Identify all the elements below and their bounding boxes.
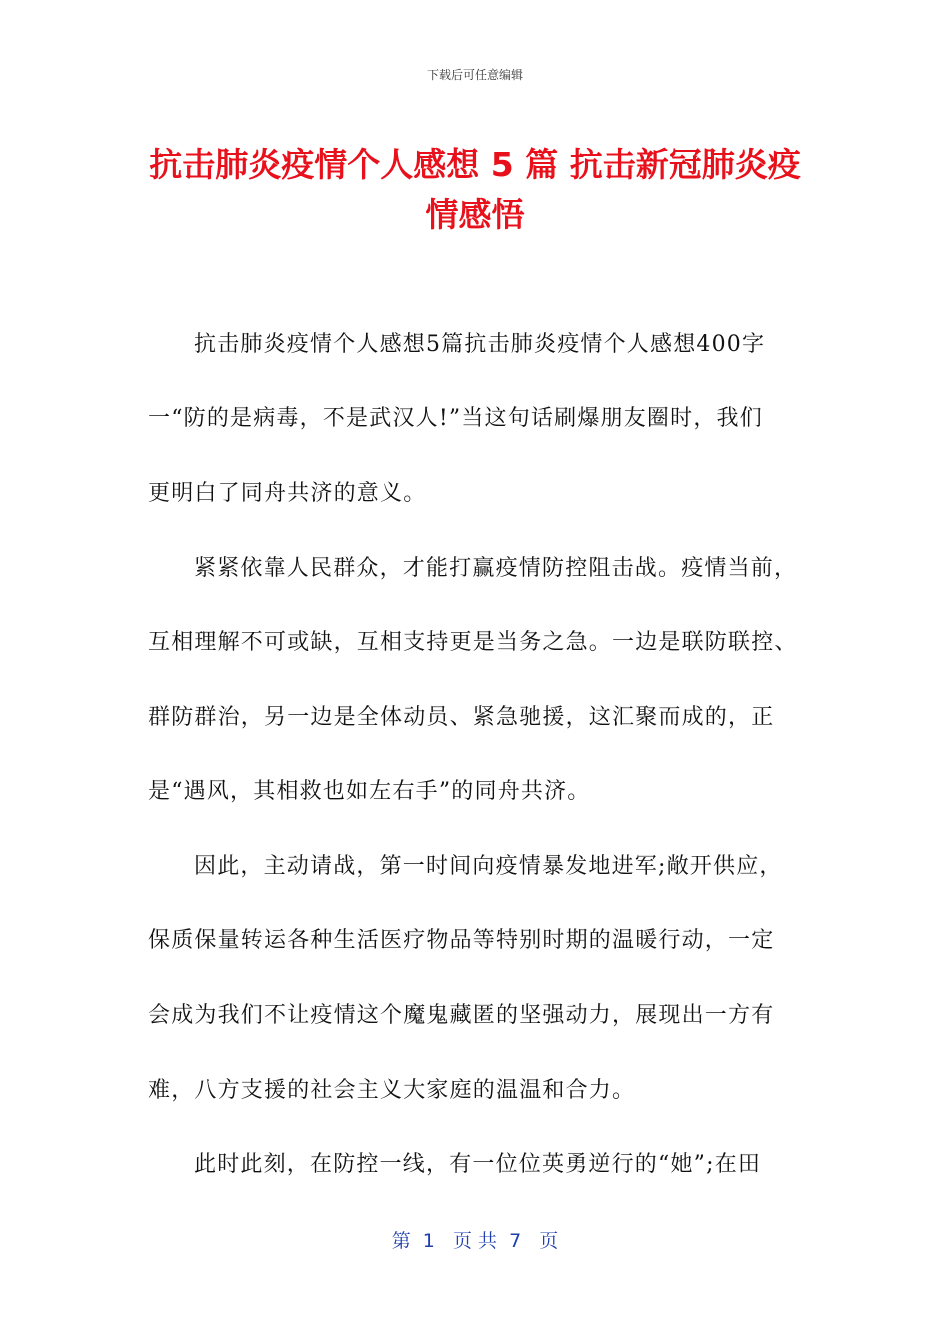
body-line: 会成为我们不让疫情这个魔鬼藏匿的坚强动力，展现出一方有 — [148, 1003, 775, 1028]
body-line: 保质保量转运各种生活医疗物品等特别时期的温暖行动，一定 — [148, 928, 775, 953]
body-line: 因此，主动请战，第一时间向疫情暴发地进军;敞开供应， — [194, 854, 783, 879]
body-line: 互相理解不可或缺，互相支持更是当务之急。一边是联防联控、 — [148, 630, 798, 655]
body-line: 紧紧依靠人民群众，才能打赢疫情防控阻击战。疫情当前， — [194, 556, 798, 581]
body-line: 是“遇风，其相救也如左右手”的同舟共济。 — [148, 779, 591, 804]
document-title — [140, 140, 810, 240]
body-line: 一“防的是病毒，不是武汉人!”当这句话刷爆朋友圈时，我们 — [148, 406, 763, 431]
body-line: 更明白了同舟共济的意义。 — [148, 481, 427, 506]
body-line: 抗击肺炎疫情个人感想5篇抗击肺炎疫情个人感想400字 — [194, 332, 766, 357]
body-line: 此时此刻，在防控一线，有一位位英勇逆行的“她”;在田 — [194, 1152, 762, 1177]
page-number-footer: 第 1 页 共 7 页 — [391, 1230, 559, 1252]
header-note: 下载后可任意编辑 — [426, 68, 523, 82]
body-line: 群防群治，另一边是全体动员、紧急驰援，这汇聚而成的，正 — [148, 705, 775, 730]
title-line-2: 情感悟 — [425, 195, 525, 234]
title-line-1: 抗击肺炎疫情个人感想 5 篇 抗击新冠肺炎疫 — [149, 145, 801, 184]
body-line: 难，八方支援的社会主义大家庭的温温和合力。 — [148, 1078, 636, 1103]
